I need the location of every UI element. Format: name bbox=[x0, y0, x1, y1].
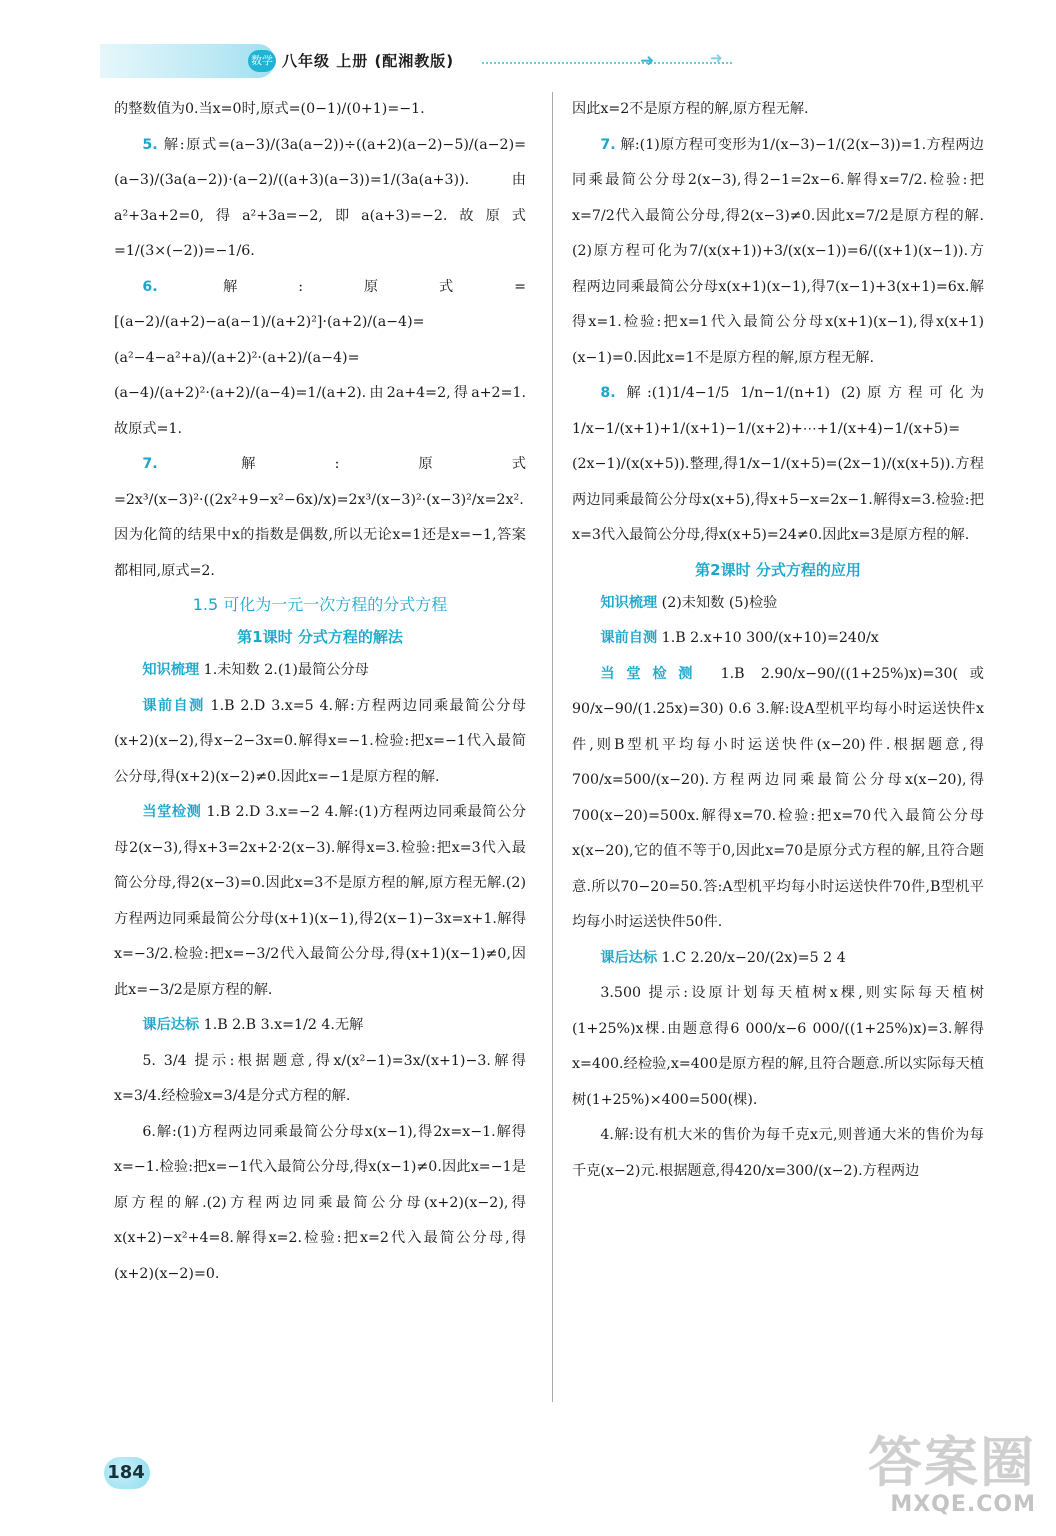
answer-text: 5. 3/4 提示:根据题意,得x/(x²−1)=3x/(x+1)−3.解得x=3/4.经检验x=3/4是分式方程的解. bbox=[114, 1052, 526, 1104]
answer-item bbox=[114, 1008, 526, 1044]
answer-tag: 当堂检测 bbox=[142, 804, 202, 820]
answer-item bbox=[572, 621, 984, 657]
answer-item bbox=[572, 376, 984, 554]
answer-item bbox=[114, 653, 526, 689]
answer-number: 8. bbox=[600, 385, 616, 401]
answer-text: 的整数值为0.当x=0时,原式=(0−1)/(0+1)=−1. bbox=[114, 101, 425, 117]
answer-tag: 课后达标 bbox=[600, 949, 658, 966]
answer-text: 解:(1)1/4−1/5 1/n−1/(n+1) (2)原方程可化为1/x−1/(x+1)+1/(x+1)−1/(x+2)+⋯+1/(x+4)−1/(x+5)=(2x−1)/(x(x+5)).整理,得1/x−1/(x+5)=(2x−1)/(x(x+5)).方程两边同乘最简公分母x(x+5),得x+5−x=2x−1.解得x=3.检验:把x=3代入最简公分母,得x(x+5)=24≠0.因此x=3是原方程的解. bbox=[572, 385, 985, 543]
section-title: 1.5 可化为一元一次方程的分式方程 bbox=[192, 595, 448, 614]
page-header bbox=[100, 38, 800, 84]
arrow-right-icon: ➜ bbox=[710, 49, 723, 67]
answer-number: 7. bbox=[142, 456, 158, 472]
answer-text: 1.B 2.D 3.x=−2 4.解:(1)方程两边同乘最简公分母2(x−3),得x+3=2x+2·2(x−3).解得x=3.检验:把x=3代入最简公分母,得2(x−3)=0.因此x=3不是原方程的解,原方程无解.(2)方程两边同乘最简公分母(x+1)(x−1),得2(x−1)−3x=x+1.解得x=−3/2.检验:把x=−3/2代入最简公分母,得(x+1)(x−1)≠0,因此x=−3/2是原方程的解. bbox=[114, 804, 527, 998]
answer-text: 解:原式=2x³/(x−3)²·((2x²+9−x²−6x)/x)=2x³/(x−3)²·(x−3)²/x=2x².因为化简的结果中x的指数是偶数,所以无论x=1还是x=−1,答案都相同,原式=2. bbox=[114, 456, 527, 579]
answer-text: 1.C 2.20/x−20/(2x)=5 2 4 bbox=[661, 949, 846, 966]
answer-item bbox=[114, 270, 526, 448]
watermark bbox=[842, 1420, 1042, 1530]
answer-text: 解:原式=(a−3)/(3a(a−2))÷((a+2)(a−2)−5)/(a−2)=(a−3)/(3a(a−2))·(a−2)/((a+3)(a−3))=1/(3a(a+3)).由a²+3a+2=0,得a²+3a=−2,即a(a+3)=−2.故原式=1/(3×(−2))=−1/6. bbox=[114, 136, 526, 259]
answer-item bbox=[114, 447, 526, 589]
right-column bbox=[572, 92, 984, 1189]
answer-item bbox=[572, 92, 984, 128]
answer-text: 因此x=2不是原方程的解,原方程无解. bbox=[572, 101, 809, 117]
answer-item bbox=[572, 657, 984, 941]
answer-tag: 知识梳理 bbox=[600, 594, 658, 611]
subject-badge: 数学 bbox=[248, 50, 276, 72]
answer-item bbox=[114, 1044, 526, 1115]
watermark-url: MXQE.COM bbox=[890, 1492, 1036, 1517]
page-number bbox=[98, 1454, 154, 1492]
column-divider bbox=[552, 92, 553, 1402]
left-column bbox=[114, 92, 526, 1292]
answer-number: 6. bbox=[142, 278, 158, 295]
answer-number: 5. bbox=[142, 136, 158, 153]
answer-text: 6.解:(1)方程两边同乘最简公分母x(x−1),得2x=x−1.解得x=−1.检验:把x=−1代入最简公分母,得x(x−1)≠0.因此x=−1是原方程的解.(2)方程两边同乘最简公分母(x+2)(x−2),得x(x+2)−x²+4=8.解得x=2.检验:把x=2代入最简公分母,得(x+2)(x−2)=0. bbox=[114, 1123, 526, 1282]
header-title: 八年级 上册 (配湘教版) bbox=[282, 52, 455, 70]
answer-text: 解:原式=[(a−2)/(a+2)−a(a−1)/(a+2)²]·(a+2)/(a−4)=(a²−4−a²+a)/(a+2)²·(a+2)/(a−4)=(a−4)/(a+2)²·(a+2)/(a−4)=1/(a+2).由2a+4=2,得a+2=1.故原式=1. bbox=[114, 278, 526, 437]
answer-item bbox=[572, 128, 984, 377]
lesson-title: 第2课时 分式方程的应用 bbox=[695, 560, 861, 579]
answer-tag: 当堂检测 bbox=[600, 665, 705, 682]
answer-text: 4.解:设有机大米的售价为每千克x元,则普通大米的售价为每千克(x−2)元.根据题意,得420/x=300/(x−2).方程两边 bbox=[572, 1127, 984, 1179]
answer-tag: 课前自测 bbox=[600, 630, 658, 646]
answer-number: 7. bbox=[600, 136, 616, 153]
answer-text: 1.未知数 2.(1)最简公分母 bbox=[203, 662, 369, 678]
answer-text: 1.B 2.90/x−90/((1+25%)x)=30(或90/x−90/(1.25x)=30) 0.6 3.解:设A型机平均每小时运送快件x件,则B型机平均每小时运送快件(x−20)件.根据题意,得700/x=500/(x−20).方程两边同乘最简公分母x(x−20),得700(x−20)=500x.解得x=70.检验:把x=70代入最简公分母x(x−20),它的值不等于0,因此x=70是原分式方程的解,且符合题意.所以70−20=50.答:A型机平均每小时运送快件70件,B型机平均每小时运送快件50件. bbox=[572, 665, 984, 930]
answer-item bbox=[114, 795, 526, 1008]
answer-text: 3.500 提示:设原计划每天植树x棵,则实际每天植树(1+25%)x棵.由题意得6 000/x−6 000/((1+25%)x)=3.解得x=400.经检验,x=400是原方程的解,且符合题意.所以实际每天植树(1+25%)×400=500(棵). bbox=[572, 985, 984, 1108]
answer-item bbox=[114, 92, 526, 128]
answer-tag: 课后达标 bbox=[142, 1017, 200, 1033]
arrow-right-icon: ➜ bbox=[640, 51, 655, 71]
header-dotted-line bbox=[482, 62, 732, 64]
lesson-title: 第1课时 分式方程的解法 bbox=[237, 628, 403, 646]
watermark-logo: 答案圈 bbox=[868, 1431, 1036, 1494]
answer-item bbox=[572, 976, 984, 1118]
answer-text: 1.B 2.x+10 300/(x+10)=240/x bbox=[661, 630, 879, 646]
page-number-text: 184 bbox=[107, 1462, 145, 1483]
answer-item bbox=[114, 128, 526, 270]
answer-tag: 知识梳理 bbox=[142, 662, 200, 678]
answer-item bbox=[114, 689, 526, 796]
answer-item bbox=[114, 1115, 526, 1293]
answer-item bbox=[572, 586, 984, 622]
answer-text: 解:(1)原方程可变形为1/(x−3)−1/(2(x−3))=1.方程两边同乘最简公分母2(x−3),得2−1=2x−6.解得x=7/2.检验:把x=7/2代入最简公分母,得2(x−3)≠0.因此x=7/2是原方程的解.(2)原方程可化为7/(x(x+1))+3/(x(x−1))=6/((x+1)(x−1)).方程两边同乘最简公分母x(x+1)(x−1),得7(x−1)+3(x+1)=6x.解得x=1.检验:把x=1代入最简公分母x(x+1)(x−1),得x(x+1)(x−1)=0.因此x=1不是原方程的解,原方程无解. bbox=[572, 136, 984, 366]
answer-text: (2)未知数 (5)检验 bbox=[661, 594, 778, 611]
answer-item bbox=[572, 1118, 984, 1189]
answer-tag: 课前自测 bbox=[142, 697, 205, 714]
answer-text: 1.B 2.B 3.x=1/2 4.无解 bbox=[203, 1017, 364, 1033]
answer-item bbox=[572, 941, 984, 977]
answer-text: 1.B 2.D 3.x=5 4.解:方程两边同乘最简公分母(x+2)(x−2),得x−2−3x=0.解得x=−1.检验:把x=−1代入最简公分母,得(x+2)(x−2)≠0.因此x=−1是原方程的解. bbox=[114, 697, 526, 785]
